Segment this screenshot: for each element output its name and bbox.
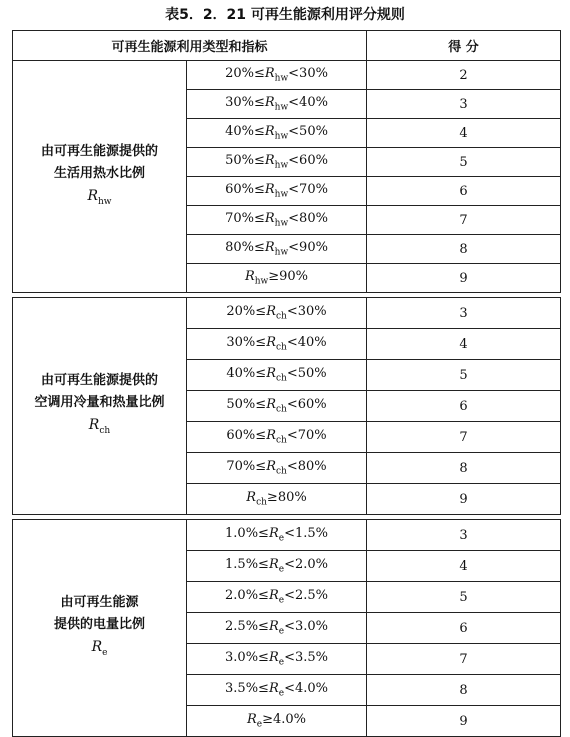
indicator-cell	[187, 551, 367, 582]
indicator-cell	[187, 61, 367, 90]
indicator-symbol: R	[264, 66, 275, 82]
score-cell: 9	[367, 484, 561, 515]
indicator-lower-bound: 1.0%≤	[225, 526, 269, 542]
indicator-lower-bound: 60%≤	[226, 428, 267, 444]
indicator-upper-bound: <60%	[286, 397, 327, 413]
indicator-symbol: R	[268, 650, 279, 666]
score-cell: 5	[367, 582, 561, 613]
indicator-lower-bound: 20%≤	[225, 66, 265, 82]
indicator-subscript: ch	[275, 404, 287, 415]
indicator-symbol: R	[244, 269, 255, 285]
score-cell: 9	[367, 706, 561, 737]
score-cell: 8	[367, 235, 561, 264]
indicator-lower-bound: 30%≤	[226, 335, 267, 351]
indicator-lower-bound: 80%≤	[225, 240, 265, 256]
indicator-subscript: hw	[274, 102, 289, 113]
indicator-cell	[187, 706, 367, 737]
indicator-cell	[187, 360, 367, 391]
indicator-subscript: hw	[274, 189, 289, 200]
indicator-upper-bound: <3.5%	[284, 650, 328, 666]
indicator-subscript: e	[256, 719, 263, 730]
indicator-upper-bound: <80%	[286, 459, 327, 475]
indicator-symbol: R	[266, 428, 276, 444]
indicator-cell	[187, 148, 367, 177]
score-cell: 8	[367, 453, 561, 484]
indicator-cell	[187, 298, 367, 329]
score-cell: 3	[367, 298, 561, 329]
group-label-line: 由可再生能源提供的	[40, 373, 158, 389]
table-row	[13, 61, 561, 90]
score-cell: 4	[367, 119, 561, 148]
indicator-subscript: e	[278, 626, 285, 637]
indicator-lower-bound: 3.5%≤	[225, 681, 269, 697]
indicator-symbol: R	[264, 153, 275, 169]
indicator-upper-bound: <3.0%	[284, 619, 328, 635]
indicator-cell	[187, 177, 367, 206]
indicator-upper-bound: <2.5%	[284, 588, 328, 604]
indicator-cell	[187, 675, 367, 706]
group-label-cell	[13, 61, 187, 293]
symbol-letter: R	[88, 417, 100, 434]
indicator-subscript: ch	[275, 435, 287, 446]
indicator-symbol: R	[266, 366, 276, 382]
indicator-symbol: R	[264, 240, 275, 256]
indicator-upper-bound: <50%	[288, 124, 328, 140]
indicator-lower-bound: 50%≤	[225, 153, 265, 169]
score-cell: 6	[367, 177, 561, 206]
score-cell: 7	[367, 206, 561, 235]
indicator-cell	[187, 119, 367, 148]
indicator-upper-bound: ≥4.0%	[262, 712, 307, 728]
score-cell: 9	[367, 264, 561, 293]
indicator-subscript: ch	[275, 466, 287, 477]
score-cell: 7	[367, 644, 561, 675]
score-cell: 7	[367, 422, 561, 453]
indicator-cell	[187, 206, 367, 235]
indicator-cell	[187, 391, 367, 422]
indicator-upper-bound: <4.0%	[284, 681, 328, 697]
indicator-subscript: e	[278, 657, 285, 668]
indicator-cell	[187, 264, 367, 293]
indicator-upper-bound: <1.5%	[284, 526, 328, 542]
table-caption: 表5．2．21 可再生能源利用评分规则	[165, 7, 405, 23]
symbol-subscript: hw	[98, 196, 112, 207]
indicator-subscript: e	[278, 564, 285, 575]
symbol-subscript: e	[102, 647, 108, 658]
group-label-cell	[13, 520, 187, 737]
group-label-line: 提供的电量比例	[53, 617, 145, 633]
score-cell: 6	[367, 391, 561, 422]
table-row	[13, 520, 561, 551]
symbol-subscript: ch	[99, 425, 111, 436]
indicator-subscript: e	[278, 533, 285, 544]
indicator-symbol: R	[246, 490, 257, 506]
table-row	[13, 298, 561, 329]
header-row	[13, 31, 561, 61]
indicator-symbol: R	[246, 712, 257, 728]
score-cell: 4	[367, 329, 561, 360]
score-cell: 2	[367, 61, 561, 90]
indicator-upper-bound: <70%	[286, 428, 327, 444]
indicator-subscript: e	[278, 688, 285, 699]
indicator-subscript: hw	[274, 131, 289, 142]
indicator-cell	[187, 90, 367, 119]
indicator-lower-bound: 70%≤	[225, 211, 265, 227]
group-label-line: 空调用冷量和热量比例	[34, 395, 165, 411]
group-symbol	[13, 636, 186, 664]
header-score: 得 分	[367, 31, 561, 61]
indicator-upper-bound: ≥80%	[266, 490, 307, 506]
indicator-upper-bound: <30%	[288, 66, 328, 82]
indicator-lower-bound: 40%≤	[226, 366, 267, 382]
indicator-lower-bound: 2.0%≤	[225, 588, 269, 604]
indicator-subscript: hw	[274, 247, 289, 258]
indicator-lower-bound: 20%≤	[226, 304, 267, 320]
indicator-symbol: R	[268, 557, 279, 573]
indicator-subscript: hw	[274, 73, 289, 84]
indicator-cell	[187, 613, 367, 644]
indicator-subscript: e	[278, 595, 285, 606]
indicator-cell	[187, 235, 367, 264]
indicator-subscript: hw	[274, 160, 289, 171]
indicator-symbol: R	[268, 588, 279, 604]
indicator-lower-bound: 40%≤	[225, 124, 265, 140]
indicator-upper-bound: ≥90%	[268, 269, 309, 285]
indicator-cell	[187, 582, 367, 613]
score-cell: 6	[367, 613, 561, 644]
indicator-subscript: ch	[275, 311, 287, 322]
score-cell: 3	[367, 90, 561, 119]
indicator-upper-bound: <60%	[288, 153, 328, 169]
indicator-lower-bound: 60%≤	[225, 182, 265, 198]
indicator-lower-bound: 3.0%≤	[225, 650, 269, 666]
indicator-symbol: R	[266, 459, 276, 475]
score-cell: 5	[367, 148, 561, 177]
indicator-symbol: R	[264, 211, 275, 227]
indicator-symbol: R	[264, 182, 275, 198]
indicator-cell	[187, 329, 367, 360]
group-label-line: 由可再生能源提供的	[40, 143, 158, 159]
group-symbol	[13, 414, 186, 442]
indicator-symbol: R	[264, 124, 275, 140]
indicator-cell	[187, 644, 367, 675]
indicator-lower-bound: 30%≤	[225, 95, 265, 111]
indicator-upper-bound: <30%	[286, 304, 327, 320]
group-symbol	[13, 185, 186, 213]
indicator-lower-bound: 1.5%≤	[225, 557, 269, 573]
header-category: 可再生能源利用类型和指标	[13, 31, 367, 61]
scoring-table	[12, 30, 561, 737]
indicator-symbol: R	[268, 681, 279, 697]
indicator-subscript: hw	[254, 276, 269, 287]
indicator-upper-bound: <40%	[286, 335, 327, 351]
indicator-symbol: R	[266, 335, 276, 351]
score-cell: 4	[367, 551, 561, 582]
indicator-upper-bound: <2.0%	[284, 557, 328, 573]
indicator-lower-bound: 70%≤	[226, 459, 267, 475]
symbol-letter: R	[87, 187, 99, 204]
indicator-cell	[187, 422, 367, 453]
indicator-upper-bound: <80%	[288, 211, 328, 227]
indicator-symbol: R	[268, 526, 279, 542]
group-label-line: 由可再生能源	[60, 595, 139, 611]
symbol-letter: R	[91, 639, 103, 656]
indicator-cell	[187, 520, 367, 551]
score-cell: 5	[367, 360, 561, 391]
indicator-symbol: R	[268, 619, 279, 635]
indicator-upper-bound: <40%	[288, 95, 328, 111]
indicator-lower-bound: 50%≤	[226, 397, 267, 413]
indicator-symbol: R	[266, 397, 276, 413]
indicator-cell	[187, 484, 367, 515]
indicator-upper-bound: <50%	[286, 366, 327, 382]
group-label-line: 生活用热水比例	[53, 165, 145, 181]
indicator-symbol: R	[266, 304, 276, 320]
indicator-subscript: ch	[275, 342, 287, 353]
indicator-cell	[187, 453, 367, 484]
indicator-symbol: R	[264, 95, 275, 111]
score-cell: 8	[367, 675, 561, 706]
indicator-subscript: hw	[274, 218, 289, 229]
table-body	[13, 61, 561, 737]
group-label-cell	[13, 298, 187, 515]
indicator-upper-bound: <70%	[288, 182, 328, 198]
score-cell: 3	[367, 520, 561, 551]
indicator-subscript: ch	[275, 373, 287, 384]
indicator-lower-bound: 2.5%≤	[225, 619, 269, 635]
indicator-subscript: ch	[256, 497, 267, 508]
indicator-upper-bound: <90%	[288, 240, 328, 256]
